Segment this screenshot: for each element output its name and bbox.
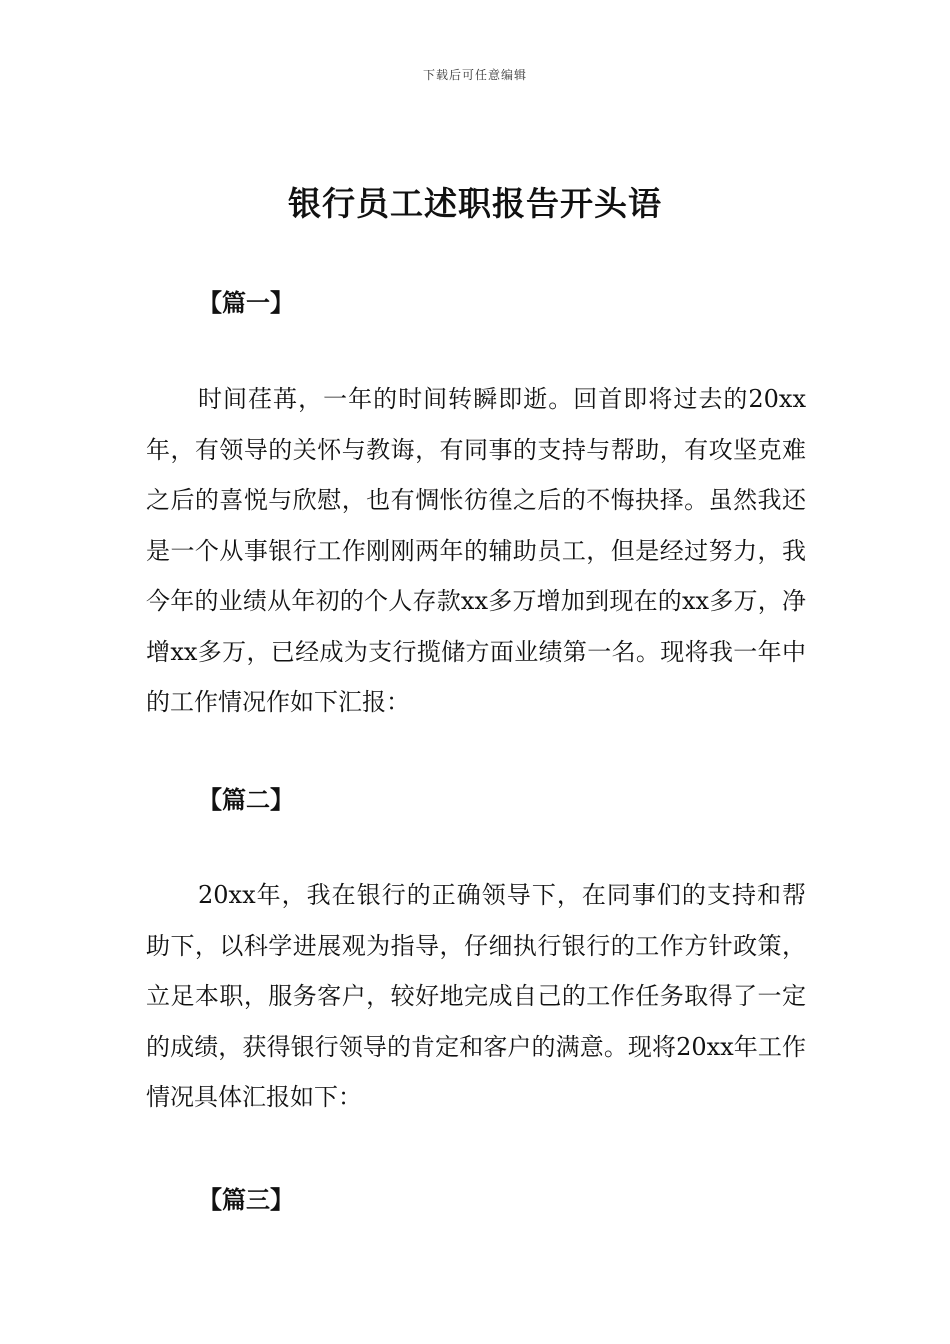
document-title: 银行员工述职报告开头语 bbox=[288, 184, 662, 223]
section-heading-1: 【篇一】 bbox=[198, 288, 294, 317]
page-header-note: 下载后可任意编辑 bbox=[422, 68, 527, 82]
section-paragraph-2: 20xx年，我在银行的正确领导下，在同事们的支持和帮助下，以科学进展观为指导，仔细执行银行的工作方针政策，立足本职，服务客户，较好地完成自己的工作任务取得了一定的成绩，获得银行领导的肯定和客户的满意。现将20xx年工作情况具体汇报如下： bbox=[146, 881, 806, 1111]
section-heading-2: 【篇二】 bbox=[198, 785, 294, 814]
section-paragraph-1: 时间荏苒，一年的时间转瞬即逝。回首即将过去的20xx年，有领导的关怀与教诲，有同事的支持与帮助，有攻坚克难之后的喜悦与欣慰，也有惆怅彷徨之后的不悔抉择。虽然我还是一个从事银行工作刚刚两年的辅助员工，但是经过努力，我今年的业绩从年初的个人存款xx多万增加到现在的xx多万，净增xx多万，已经成为支行揽储方面业绩第一名。现将我一年中的工作情况作如下汇报： bbox=[146, 385, 806, 716]
section-heading-3: 【篇三】 bbox=[198, 1185, 294, 1214]
